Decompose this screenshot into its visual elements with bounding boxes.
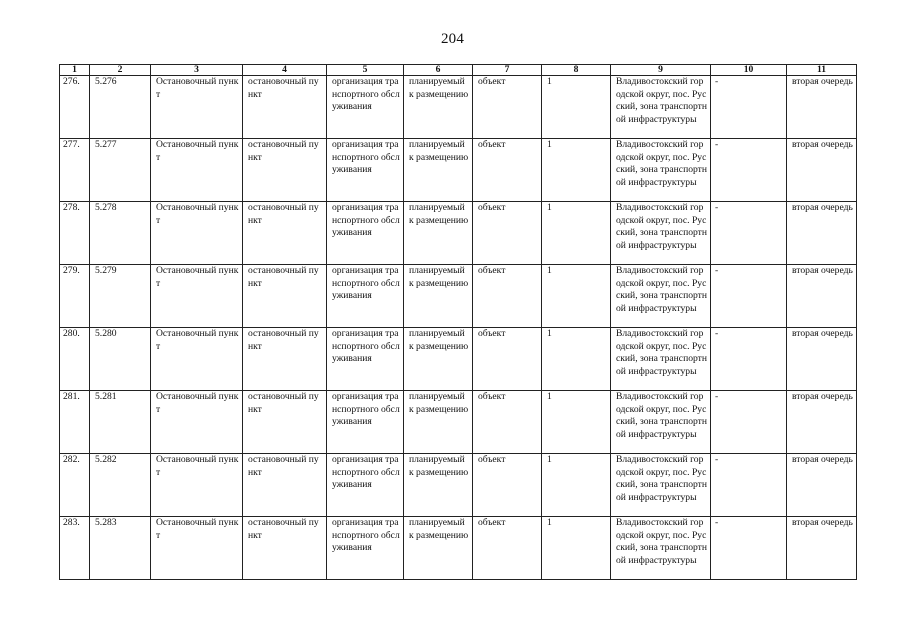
quantity-cell: 1 bbox=[542, 328, 611, 391]
purpose-cell: организация транспортного обслуживания bbox=[327, 328, 404, 391]
location-cell: Владивостокский городской округ, пос. Русский, зона транспортной инфраструктуры bbox=[611, 391, 711, 454]
stage-cell: вторая очередь bbox=[787, 391, 857, 454]
stage-cell: вторая очередь bbox=[787, 454, 857, 517]
purpose-cell: организация транспортного обслуживания bbox=[327, 454, 404, 517]
table-row bbox=[60, 265, 857, 328]
row-number-cell: 278. bbox=[60, 202, 90, 265]
unit-cell: объект bbox=[473, 454, 542, 517]
header-row bbox=[60, 65, 857, 76]
table-row bbox=[60, 391, 857, 454]
column-header: 8 bbox=[542, 65, 611, 76]
unit-cell: объект bbox=[473, 391, 542, 454]
purpose-cell: организация транспортного обслуживания bbox=[327, 517, 404, 580]
object-name-cell: Остановочный пункт bbox=[151, 454, 243, 517]
quantity-cell: 1 bbox=[542, 517, 611, 580]
unit-cell: объект bbox=[473, 139, 542, 202]
row-number-cell: 277. bbox=[60, 139, 90, 202]
location-cell: Владивостокский городской округ, пос. Русский, зона транспортной инфраструктуры bbox=[611, 328, 711, 391]
location-cell: Владивостокский городской округ, пос. Русский, зона транспортной инфраструктуры bbox=[611, 202, 711, 265]
quantity-cell: 1 bbox=[542, 265, 611, 328]
purpose-cell: организация транспортного обслуживания bbox=[327, 265, 404, 328]
quantity-cell: 1 bbox=[542, 202, 611, 265]
object-name-cell: Остановочный пункт bbox=[151, 391, 243, 454]
object-type-cell: остановочный пункт bbox=[243, 265, 327, 328]
object-code-cell: 5.277 bbox=[90, 139, 151, 202]
registry-table bbox=[59, 64, 857, 580]
zone-cell: - bbox=[711, 391, 787, 454]
purpose-cell: организация транспортного обслуживания bbox=[327, 391, 404, 454]
object-name-cell: Остановочный пункт bbox=[151, 517, 243, 580]
location-cell: Владивостокский городской округ, пос. Русский, зона транспортной инфраструктуры bbox=[611, 517, 711, 580]
table-row bbox=[60, 76, 857, 139]
table-body bbox=[60, 76, 857, 580]
zone-cell: - bbox=[711, 202, 787, 265]
table-row bbox=[60, 202, 857, 265]
table-row bbox=[60, 454, 857, 517]
purpose-cell: организация транспортного обслуживания bbox=[327, 139, 404, 202]
object-code-cell: 5.278 bbox=[90, 202, 151, 265]
object-name-cell: Остановочный пункт bbox=[151, 202, 243, 265]
status-cell: планируемый к размещению bbox=[404, 391, 473, 454]
quantity-cell: 1 bbox=[542, 139, 611, 202]
purpose-cell: организация транспортного обслуживания bbox=[327, 76, 404, 139]
column-header: 5 bbox=[327, 65, 404, 76]
zone-cell: - bbox=[711, 265, 787, 328]
column-header: 1 bbox=[60, 65, 90, 76]
location-cell: Владивостокский городской округ, пос. Русский, зона транспортной инфраструктуры bbox=[611, 139, 711, 202]
column-header: 10 bbox=[711, 65, 787, 76]
object-name-cell: Остановочный пункт bbox=[151, 328, 243, 391]
object-name-cell: Остановочный пункт bbox=[151, 76, 243, 139]
stage-cell: вторая очередь bbox=[787, 139, 857, 202]
status-cell: планируемый к размещению bbox=[404, 328, 473, 391]
table-header bbox=[60, 65, 857, 76]
stage-cell: вторая очередь bbox=[787, 328, 857, 391]
object-code-cell: 5.281 bbox=[90, 391, 151, 454]
status-cell: планируемый к размещению bbox=[404, 265, 473, 328]
zone-cell: - bbox=[711, 517, 787, 580]
row-number-cell: 279. bbox=[60, 265, 90, 328]
column-header: 2 bbox=[90, 65, 151, 76]
quantity-cell: 1 bbox=[542, 391, 611, 454]
zone-cell: - bbox=[711, 139, 787, 202]
quantity-cell: 1 bbox=[542, 76, 611, 139]
row-number-cell: 281. bbox=[60, 391, 90, 454]
status-cell: планируемый к размещению bbox=[404, 517, 473, 580]
row-number-cell: 282. bbox=[60, 454, 90, 517]
zone-cell: - bbox=[711, 76, 787, 139]
purpose-cell: организация транспортного обслуживания bbox=[327, 202, 404, 265]
object-name-cell: Остановочный пункт bbox=[151, 139, 243, 202]
unit-cell: объект bbox=[473, 202, 542, 265]
column-header: 7 bbox=[473, 65, 542, 76]
object-type-cell: остановочный пункт bbox=[243, 391, 327, 454]
object-type-cell: остановочный пункт bbox=[243, 76, 327, 139]
unit-cell: объект bbox=[473, 328, 542, 391]
object-type-cell: остановочный пункт bbox=[243, 139, 327, 202]
object-code-cell: 5.276 bbox=[90, 76, 151, 139]
location-cell: Владивостокский городской округ, пос. Русский, зона транспортной инфраструктуры bbox=[611, 265, 711, 328]
quantity-cell: 1 bbox=[542, 454, 611, 517]
object-code-cell: 5.282 bbox=[90, 454, 151, 517]
object-code-cell: 5.280 bbox=[90, 328, 151, 391]
object-code-cell: 5.283 bbox=[90, 517, 151, 580]
status-cell: планируемый к размещению bbox=[404, 202, 473, 265]
table-row bbox=[60, 139, 857, 202]
location-cell: Владивостокский городской округ, пос. Русский, зона транспортной инфраструктуры bbox=[611, 76, 711, 139]
column-header: 9 bbox=[611, 65, 711, 76]
column-header: 6 bbox=[404, 65, 473, 76]
row-number-cell: 276. bbox=[60, 76, 90, 139]
status-cell: планируемый к размещению bbox=[404, 139, 473, 202]
stage-cell: вторая очередь bbox=[787, 517, 857, 580]
column-header: 4 bbox=[243, 65, 327, 76]
object-type-cell: остановочный пункт bbox=[243, 454, 327, 517]
zone-cell: - bbox=[711, 454, 787, 517]
status-cell: планируемый к размещению bbox=[404, 454, 473, 517]
row-number-cell: 280. bbox=[60, 328, 90, 391]
unit-cell: объект bbox=[473, 265, 542, 328]
unit-cell: объект bbox=[473, 76, 542, 139]
object-type-cell: остановочный пункт bbox=[243, 328, 327, 391]
object-code-cell: 5.279 bbox=[90, 265, 151, 328]
row-number-cell: 283. bbox=[60, 517, 90, 580]
page-number: 204 bbox=[440, 31, 465, 47]
table-row bbox=[60, 517, 857, 580]
zone-cell: - bbox=[711, 328, 787, 391]
object-type-cell: остановочный пункт bbox=[243, 517, 327, 580]
stage-cell: вторая очередь bbox=[787, 202, 857, 265]
unit-cell: объект bbox=[473, 517, 542, 580]
status-cell: планируемый к размещению bbox=[404, 76, 473, 139]
stage-cell: вторая очередь bbox=[787, 76, 857, 139]
object-type-cell: остановочный пункт bbox=[243, 202, 327, 265]
location-cell: Владивостокский городской округ, пос. Русский, зона транспортной инфраструктуры bbox=[611, 454, 711, 517]
column-header: 3 bbox=[151, 65, 243, 76]
table-row bbox=[60, 328, 857, 391]
stage-cell: вторая очередь bbox=[787, 265, 857, 328]
column-header: 11 bbox=[787, 65, 857, 76]
object-name-cell: Остановочный пункт bbox=[151, 265, 243, 328]
